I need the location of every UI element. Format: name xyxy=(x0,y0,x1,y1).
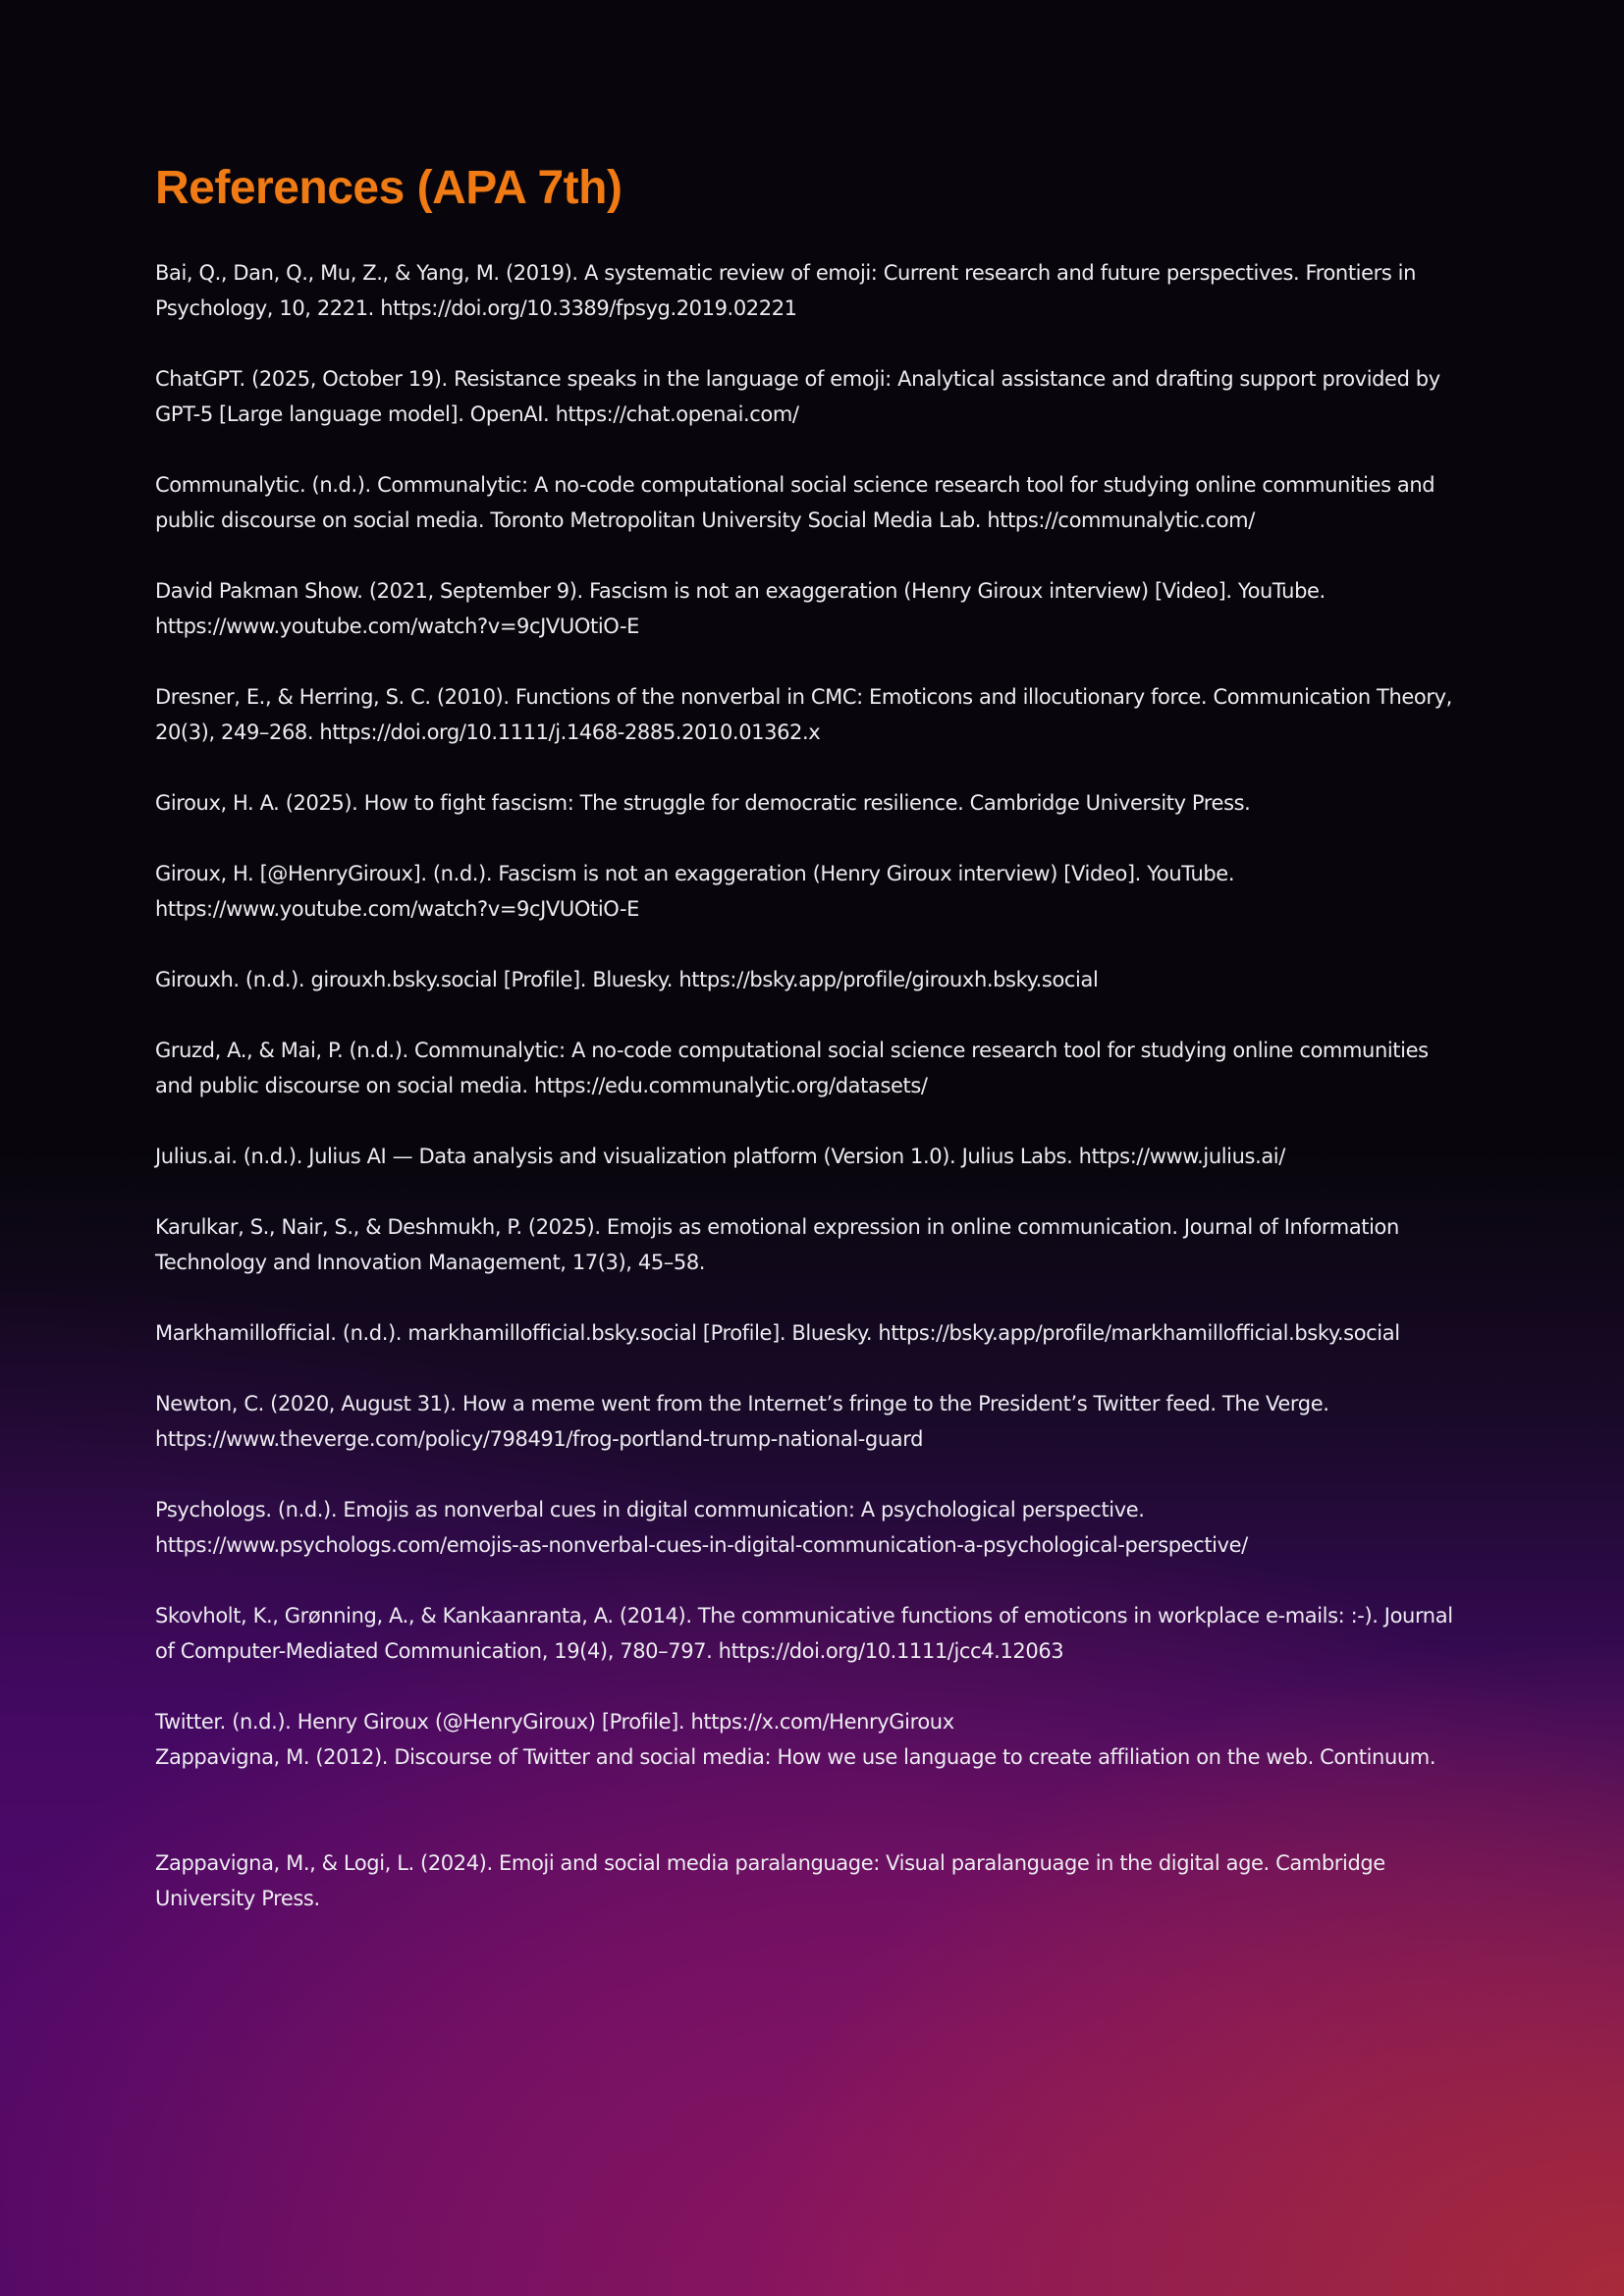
reference-entry: Newton, C. (2020, August 31). How a meme went from the Internet’s fringe to the President’s Twitter feed. The Verge. https://www.theverge.com/policy/798491/frog-portland-trump-national-guard xyxy=(155,1392,1329,1451)
reference-entry: David Pakman Show. (2021, September 9). Fascism is not an exaggeration (Henry Giroux interview) [Video]. YouTube. https://www.youtube.com/watch?v=9cJVUOtiO-E xyxy=(155,579,1326,638)
reference-entry: Markhamillofficial. (n.d.). markhamillofficial.bsky.social [Profile]. Bluesky. https://bsky.app/profile/markhamillofficial.bsky.social xyxy=(155,1321,1400,1345)
reference-entry: Bai, Q., Dan, Q., Mu, Z., & Yang, M. (2019). A systematic review of emoji: Current research and future perspectives. Frontiers in Psychology, 10, 2221. https://doi.org/10.3389/fpsyg.2019.02221 xyxy=(155,261,1417,320)
reference-entry: Communalytic. (n.d.). Communalytic: A no-code computational social science research tool for studying online communities and public discourse on social media. Toronto Metropolitan University Social Media Lab. https://communalytic.com/ xyxy=(155,473,1435,532)
reference-list xyxy=(155,255,1471,1916)
reference-entry: Giroux, H. A. (2025). How to fight fascism: The struggle for democratic resilience. Cambridge University Press. xyxy=(155,791,1251,815)
reference-entry: Giroux, H. [@HenryGiroux]. (n.d.). Fascism is not an exaggeration (Henry Giroux interview) [Video]. YouTube. https://www.youtube.com/watch?v=9cJVUOtiO-E xyxy=(155,862,1235,921)
reference-entry: Twitter. (n.d.). Henry Giroux (@HenryGiroux) [Profile]. https://x.com/HenryGiroux xyxy=(155,1710,954,1734)
reference-entry: Karulkar, S., Nair, S., & Deshmukh, P. (2025). Emojis as emotional expression in online communication. Journal of Information Technology and Innovation Management, 17(3), 45–58. xyxy=(155,1215,1399,1274)
reference-entry: ChatGPT. (2025, October 19). Resistance speaks in the language of emoji: Analytical assistance and drafting support provided by GPT-5 [Large language model]. OpenAI. https://chat.openai.com/ xyxy=(155,367,1440,426)
reference-entry: Dresner, E., & Herring, S. C. (2010). Functions of the nonverbal in CMC: Emoticons and illocutionary force. Communication Theory, 20(3), 249–268. https://doi.org/10.1111/j.1468-2885.2010.01362.x xyxy=(155,685,1452,744)
page-title: References (APA 7th) xyxy=(155,162,623,214)
reference-entry: Psychologs. (n.d.). Emojis as nonverbal cues in digital communication: A psychological perspective. https://www.psychologs.com/emojis-as-nonverbal-cues-in-digital-communication-a-psychological-perspective/ xyxy=(155,1498,1248,1557)
reference-entry: Skovholt, K., Grønning, A., & Kankaanranta, A. (2014). The communicative functions of emoticons in workplace e-mails: :-). Journal of Computer-Mediated Communication, 19(4), 780–797. https://doi.org/10.1111/jcc4.12063 xyxy=(155,1604,1453,1663)
reference-entry: Julius.ai. (n.d.). Julius AI — Data analysis and visualization platform (Version 1.0). Julius Labs. https://www.julius.ai/ xyxy=(155,1145,1285,1168)
reference-entry: Zappavigna, M. (2012). Discourse of Twitter and social media: How we use language to create affiliation on the web. Continuum. xyxy=(155,1745,1436,1769)
reference-entry: Gruzd, A., & Mai, P. (n.d.). Communalytic: A no-code computational social science research tool for studying online communities and public discourse on social media. https://edu.communalytic.org/datasets/ xyxy=(155,1039,1429,1097)
reference-entry: Zappavigna, M., & Logi, L. (2024). Emoji and social media paralanguage: Visual paralanguage in the digital age. Cambridge University Press. xyxy=(155,1851,1385,1910)
references-page xyxy=(155,157,1471,1951)
reference-entry: Girouxh. (n.d.). girouxh.bsky.social [Profile]. Bluesky. https://bsky.app/profile/girouxh.bsky.social xyxy=(155,968,1099,991)
